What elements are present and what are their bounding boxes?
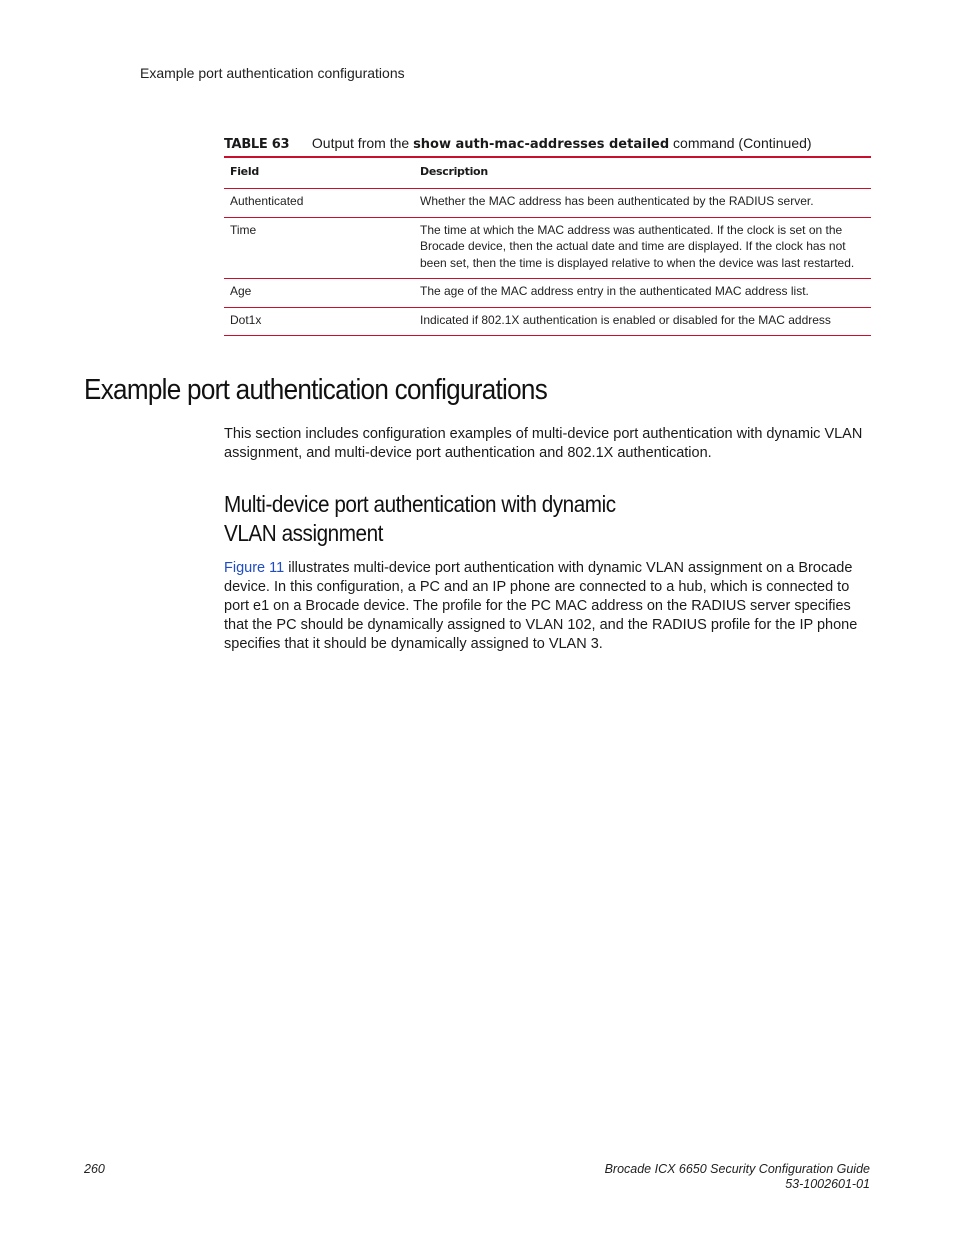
subsection-body-text: illustrates multi-device port authentication with dynamic VLAN assignment on a Brocade device. In this configuration, a PC and an IP phone are connected to a hub, which is connected to port e1 on a Brocade device. The profile for the PC MAC address on the RADIUS server specifies that the PC should be dynamically assigned to VLAN 102, and the RADIUS profile for the IP phone specifies that it should be dynamically assigned to VLAN 3. [224,560,858,652]
column-header-description: Description [414,157,871,189]
table-row [224,307,871,336]
subsection-title [224,490,764,548]
description-cell: Whether the MAC address has been authenticated by the RADIUS server. [414,189,871,218]
table-number: TABLE 63 [224,137,290,152]
section-intro: This section includes configuration examples of multi-device port authentication with dynamic VLAN assignment, and multi-device port authentication and 802.1X authentication. [224,426,863,461]
running-header: Example port authentication configurations [140,65,405,81]
output-table [224,156,871,336]
table-header-row [224,157,871,189]
guide-title: Brocade ICX 6650 Security Configuration Guide [604,1162,870,1176]
field-cell: Age [224,279,414,308]
caption-prefix: Output from the [311,135,410,151]
field-cell: Authenticated [224,189,414,218]
description-cell: Indicated if 802.1X authentication is enabled or disabled for the MAC address [414,307,871,336]
page-number: 260 [84,1162,105,1176]
field-cell: Time [224,217,414,279]
caption-suffix: command (Continued) [673,135,812,151]
subsection-body [224,559,872,654]
description-cell: The age of the MAC address entry in the authenticated MAC address list. [414,279,871,308]
field-cell: Dot1x [224,307,414,336]
table-caption [224,135,871,152]
table-row [224,279,871,308]
footer-doc-info [605,1162,870,1192]
section-title: Example port authentication configurations [84,374,548,406]
table-row [224,217,871,279]
description-cell: The time at which the MAC address was authenticated. If the clock is set on the Brocade device, then the actual date and time are displayed. If the clock has not been set, then the time is displayed relative to when the device was last restarted. [414,217,871,279]
table-row [224,189,871,218]
subsection-title-line1: Multi-device port authentication with dynamic [224,491,616,517]
figure-link[interactable]: Figure 11 [224,560,285,576]
caption-command: show auth-mac-addresses detailed [413,137,670,152]
subsection-title-line2: VLAN assignment [224,520,383,546]
column-header-field: Field [224,157,414,189]
doc-number: 53-1002601-01 [785,1177,870,1191]
